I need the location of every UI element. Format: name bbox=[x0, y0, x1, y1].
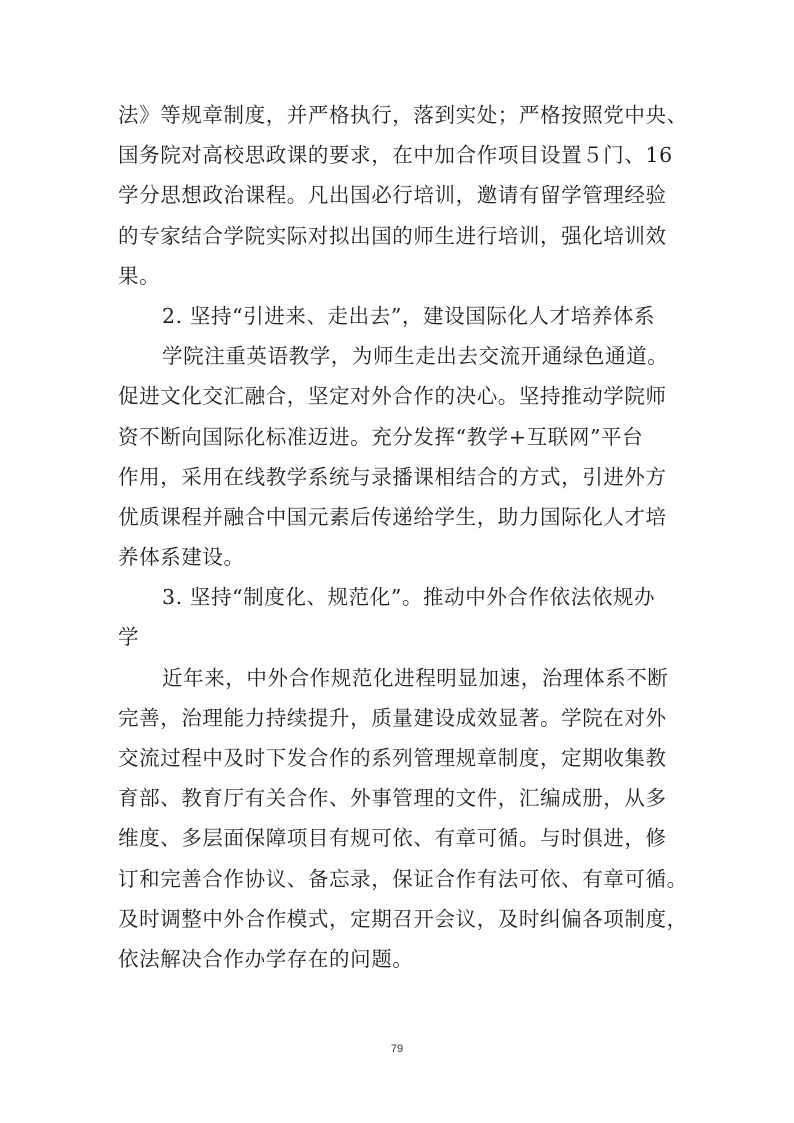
text-line: 维度、多层面保障项目有规可依、有章可循。与时俱进，修 bbox=[118, 826, 667, 851]
text-line: 的专家结合学院实际对拟出国的师生进行培训，强化培训效 bbox=[118, 223, 667, 248]
text-line: 依法解决合作办学存在的问题。 bbox=[118, 946, 414, 971]
text-line: 完善，治理能力持续提升，质量建设成效显著。学院在对外 bbox=[118, 705, 667, 730]
page-number: 79 bbox=[390, 1043, 404, 1055]
text-line: 法》等规章制度，并严格执行，落到实处；严格按照党中央、 bbox=[118, 103, 688, 127]
text-line: 交流过程中及时下发合作的系列管理规章制度，定期收集教 bbox=[118, 746, 667, 770]
text-line: 学分思想政治课程。凡出国必行培训，邀请有留学管理经验 bbox=[118, 183, 667, 208]
text-line: 果。 bbox=[118, 263, 161, 288]
section-heading: 2. 坚持“引进来、走出去”，建设国际化人才培养体系 bbox=[162, 303, 656, 328]
text-line: 近年来，中外合作规范化进程明显加速，治理体系不断 bbox=[162, 665, 669, 690]
text-line: 及时调整中外合作模式，定期召开会议，及时纠偏各项制度， bbox=[118, 906, 688, 931]
text-line: 作用，采用在线教学系统与录播课相结合的方式，引进外方 bbox=[118, 464, 667, 489]
section-heading-continued: 学 bbox=[118, 625, 140, 650]
text-line: 资不断向国际化标准迈进。充分发挥“教学+互联网”平台 bbox=[118, 424, 644, 449]
document-body bbox=[118, 95, 688, 979]
text-line: 养体系建设。 bbox=[118, 545, 245, 570]
text-line: 国务院对高校思政课的要求，在中加合作项目设置５门、16 bbox=[118, 143, 673, 168]
section-heading: 3. 坚持“制度化、规范化”。推动中外合作依法依规办 bbox=[162, 585, 656, 610]
text-line: 促进文化交汇融合，坚定对外合作的决心。坚持推动学院师 bbox=[118, 384, 667, 409]
text-line: 学院注重英语教学，为师生走出去交流开通绿色通道。 bbox=[162, 344, 669, 369]
text-line: 育部、教育厅有关合作、外事管理的文件，汇编成册，从多 bbox=[118, 786, 667, 811]
text-line: 优质课程并融合中国元素后传递给学生，助力国际化人才培 bbox=[118, 504, 667, 529]
text-line: 订和完善合作协议、备忘录，保证合作有法可依、有章可循。 bbox=[118, 866, 688, 891]
